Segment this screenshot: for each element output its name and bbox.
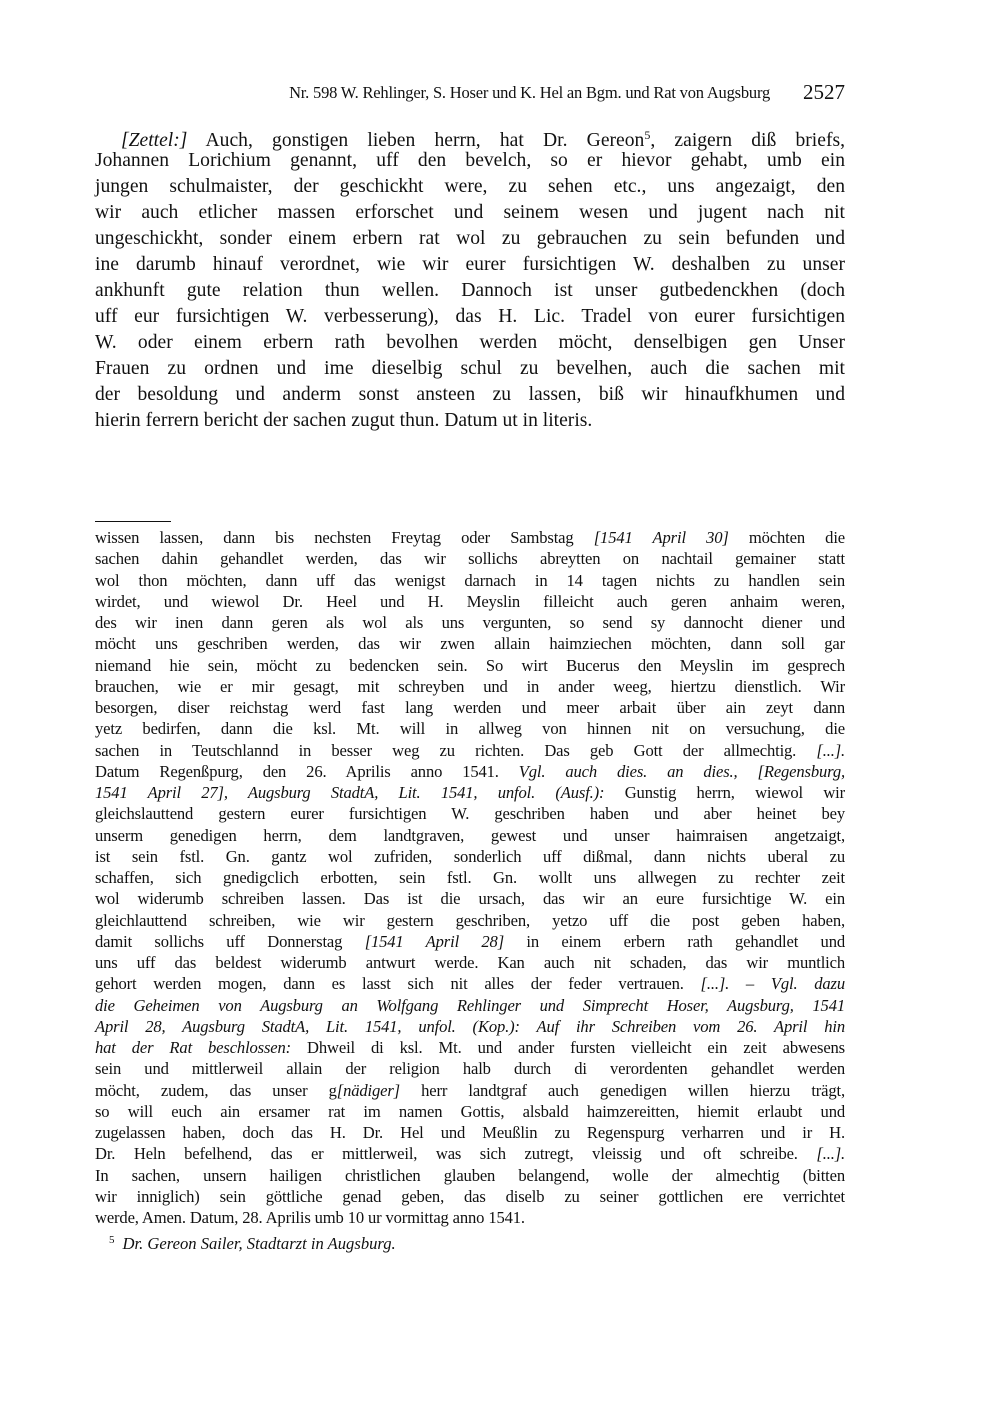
italic-segment: [1541 April 28] <box>364 931 505 951</box>
footnote-number: 5 <box>109 1234 115 1246</box>
footnote-5 <box>95 1229 859 1255</box>
text-segment: Datum Regenßpurg, den 26. Aprilis anno 1541. <box>95 761 519 781</box>
text-line: ine darumb hinauf verordnet, wie wir eurer fursichtigen W. deshalben zu unser <box>95 254 845 275</box>
text-line: wirdet, und wiewol Dr. Heel und H. Meyslin filleicht auch geren anhaim weren, <box>95 591 845 611</box>
text-line <box>95 1143 845 1164</box>
text-line: gleichslauttend gestern eurer fursichtigen W. geschriben haben und aber heinet bey <box>95 804 845 824</box>
text-line: Johannen Lorichium genannt, uff den bevelch, so er hievor gehabt, umb ein <box>95 150 845 171</box>
text-line: so will euch ain ersamer rat im namen Gottis, alsbald haimzereitten, hiemit erlaubt und <box>95 1101 845 1121</box>
text-segment: wissen lassen, dann bis nechsten Freytag oder Sambstag <box>95 528 594 547</box>
text-line: yetz bedirfen, dann die ksl. Mt. will in allweg von hinnen nit on versuchung, die <box>95 719 845 739</box>
text-segment: , zaigern diß briefs, <box>650 130 845 151</box>
text-line: wir auch etlicher massen erforschet und seinem wesen und jugent nach nit <box>95 202 845 223</box>
text-line: der besoldung und anderm sonst ansteen zu lassen, biß wir hinaufkhumen und <box>95 384 845 405</box>
text-line <box>95 973 845 994</box>
text-line: möcht uns geschriben werden, das wir zwen allain haimziechen möchten, dann soll gar <box>95 634 845 654</box>
text-line: hierin ferrern bericht der sachen zugut thun. Datum ut in literis. <box>95 410 593 431</box>
text-line: wol thon möchten, dann uff das wenigst darnach in 14 tagen nichts zu handlen sein <box>95 570 845 590</box>
italic-segment: [...]. <box>816 1144 845 1164</box>
italic-segment: [1541 April 30] <box>593 528 729 547</box>
italic-segment: [...]. – Vgl. dazu <box>700 974 846 994</box>
text-line: Frauen zu ordnen und ime dieselbig schul zu bevelhen, auch die sachen mit <box>95 358 845 379</box>
text-line <box>95 995 845 1016</box>
text-line: ungeschickht, sonder einem erbern rat wol zu gebrauchen zu sein befunden und <box>95 228 845 249</box>
text-segment: sachen in Teutschlannd in besser weg zu richten. Das geb Gott der allmechtig. <box>95 740 817 760</box>
text-line <box>95 122 845 151</box>
text-line: des wir inen dann geren als wol als uns vergunten, so send sy dannocht diener und <box>95 613 845 632</box>
footnote-separator <box>95 521 171 522</box>
text-line: zugelassen haben, doch das H. Dr. Hel und Meußlin zu Regenspurg verharren und ir H. <box>95 1123 845 1142</box>
italic-segment: hat der Rat beschlossen: <box>95 1038 292 1057</box>
italic-segment: 1541 April 27], Augsburg StadtA, Lit. 1541, unfol. (Ausf.): <box>95 783 605 802</box>
italic-segment: April 28, Augsburg StadtA, Lit. 1541, unfol. (Kop.): Auf ihr Schreiben vom 26. April hin <box>95 1016 845 1036</box>
text-line <box>95 740 845 761</box>
text-line <box>95 1037 845 1058</box>
text-line: ankhunft gute relation thun wellen. Dannoch ist unser gutbedenckhen (doch <box>95 280 845 301</box>
text-segment: Dhweil di ksl. Mt. und ander fursten vielleicht ein zeit abwesens <box>291 1038 845 1057</box>
italic-segment: die Geheimen von Augsburg an Wolfgang Rehlinger und Simprecht Hoser, Augsburg, 1541 <box>95 995 845 1015</box>
running-header <box>95 80 845 106</box>
text-segment: Dr. Heln befelhend, das er mittlerweil, was sich zutregt, vleissig und oft schreibe. <box>95 1144 817 1164</box>
text-line: wir inniglich) sein göttliche genad geben, das diselb zu seiner gottlichen ere verrichtet <box>95 1186 845 1206</box>
italic-segment: Vgl. auch dies. an dies., [Regensburg, <box>518 761 845 781</box>
text-segment: gehort werden mogen, dann es lasst sich nit alles der feder vertrauen. <box>95 974 701 994</box>
text-line: W. oder einem erbern rath bevolhen werden möcht, denselbigen gen Unser <box>95 332 845 353</box>
text-line: werde, Amen. Datum, 28. Aprilis umb 10 ur vormittag anno 1541. <box>95 1208 525 1227</box>
text-line <box>95 761 845 782</box>
text-line: sein und mittlerweil allain der religion halb durch di verordenten gehandlet werden <box>95 1059 845 1079</box>
italic-segment: [Zettel:] <box>121 130 188 151</box>
text-line: uns uff das beldest widerumb antwurt werde. Kan auch nit schaden, das wir muntlich <box>95 953 845 972</box>
text-line: wol widerumb schreiben lassen. Das ist die ursach, das wir an eure fursichtige W. ein <box>95 889 845 909</box>
text-segment: Auch, gonstigen lieben herrn, hat Dr. Gereon <box>187 130 645 151</box>
text-line: In sachen, unsern hailigen christlichen glauben belangend, wolle der almechtig (bitten <box>95 1165 845 1185</box>
text-segment: möchten die <box>728 528 845 547</box>
main-text <box>95 122 845 434</box>
footnote-continuation <box>95 527 845 1228</box>
italic-segment: [nädiger] <box>336 1080 400 1100</box>
text-line: ist sein fstl. Gn. gantz wol zufriden, sonderlich uff dißmal, dann nichts uberal zu <box>95 846 845 866</box>
text-line: schaffen, sich gnedigclich erbotten, sein fstl. Gn. wollt uns allwegen zu rechter zeit <box>95 868 845 887</box>
text-segment: Gunstig herrn, wiewol wir <box>604 783 845 802</box>
text-line: jungen schulmaister, der geschickht were, zu sehen etc., uns angezaigt, den <box>95 176 845 197</box>
text-line <box>95 527 845 548</box>
text-segment: in einem erbern rath gehandlet und <box>504 931 845 951</box>
italic-segment: [...]. <box>816 740 845 760</box>
text-line <box>95 1080 845 1101</box>
text-segment: möcht, zudem, das unser g <box>95 1080 337 1100</box>
text-line: brauchen, wie er mir gesagt, mit schreyben und in ander weeg, hiertzu dienstlich. Wir <box>95 676 845 696</box>
footnote-reference: 5 <box>644 128 651 142</box>
footnote-text: Dr. Gereon Sailer, Stadtarzt in Augsburg. <box>122 1234 396 1253</box>
page-number: 2527 <box>803 80 845 104</box>
text-line: unserm genedigen herrn, dem landtgraven, gewest und unser haimraisen angetzaigt, <box>95 825 845 845</box>
text-line: uff eur fursichtigen W. verbesserung), das H. Lic. Tradel von eurer fursichtigen <box>95 306 845 327</box>
text-line: niemand hie sein, möcht zu bedencken sein. So wirt Bucerus den Meyslin im gesprech <box>95 655 845 675</box>
text-segment: damit sollichs uff Donnerstag <box>95 931 365 951</box>
text-line <box>95 1016 845 1037</box>
text-line <box>95 782 845 803</box>
text-line: gleichlauttend schreiben, wie wir gestern geschriben, yetzo uff die post geben haben, <box>95 910 845 930</box>
text-line <box>95 931 845 952</box>
text-segment: herr landtgraf auch genedigen willen hierzu trägt, <box>399 1080 845 1100</box>
text-line: sachen dahin gehandlet werden, das wir sollichs abreytten on nachtail gemainer statt <box>95 549 845 569</box>
running-title: Nr. 598 W. Rehlinger, S. Hoser und K. Hel an Bgm. und Rat von Augsburg <box>289 83 770 102</box>
text-line: besorgen, diser reichstag werd fast lang werden und meer arbait über ain zeyt dann <box>95 698 845 717</box>
